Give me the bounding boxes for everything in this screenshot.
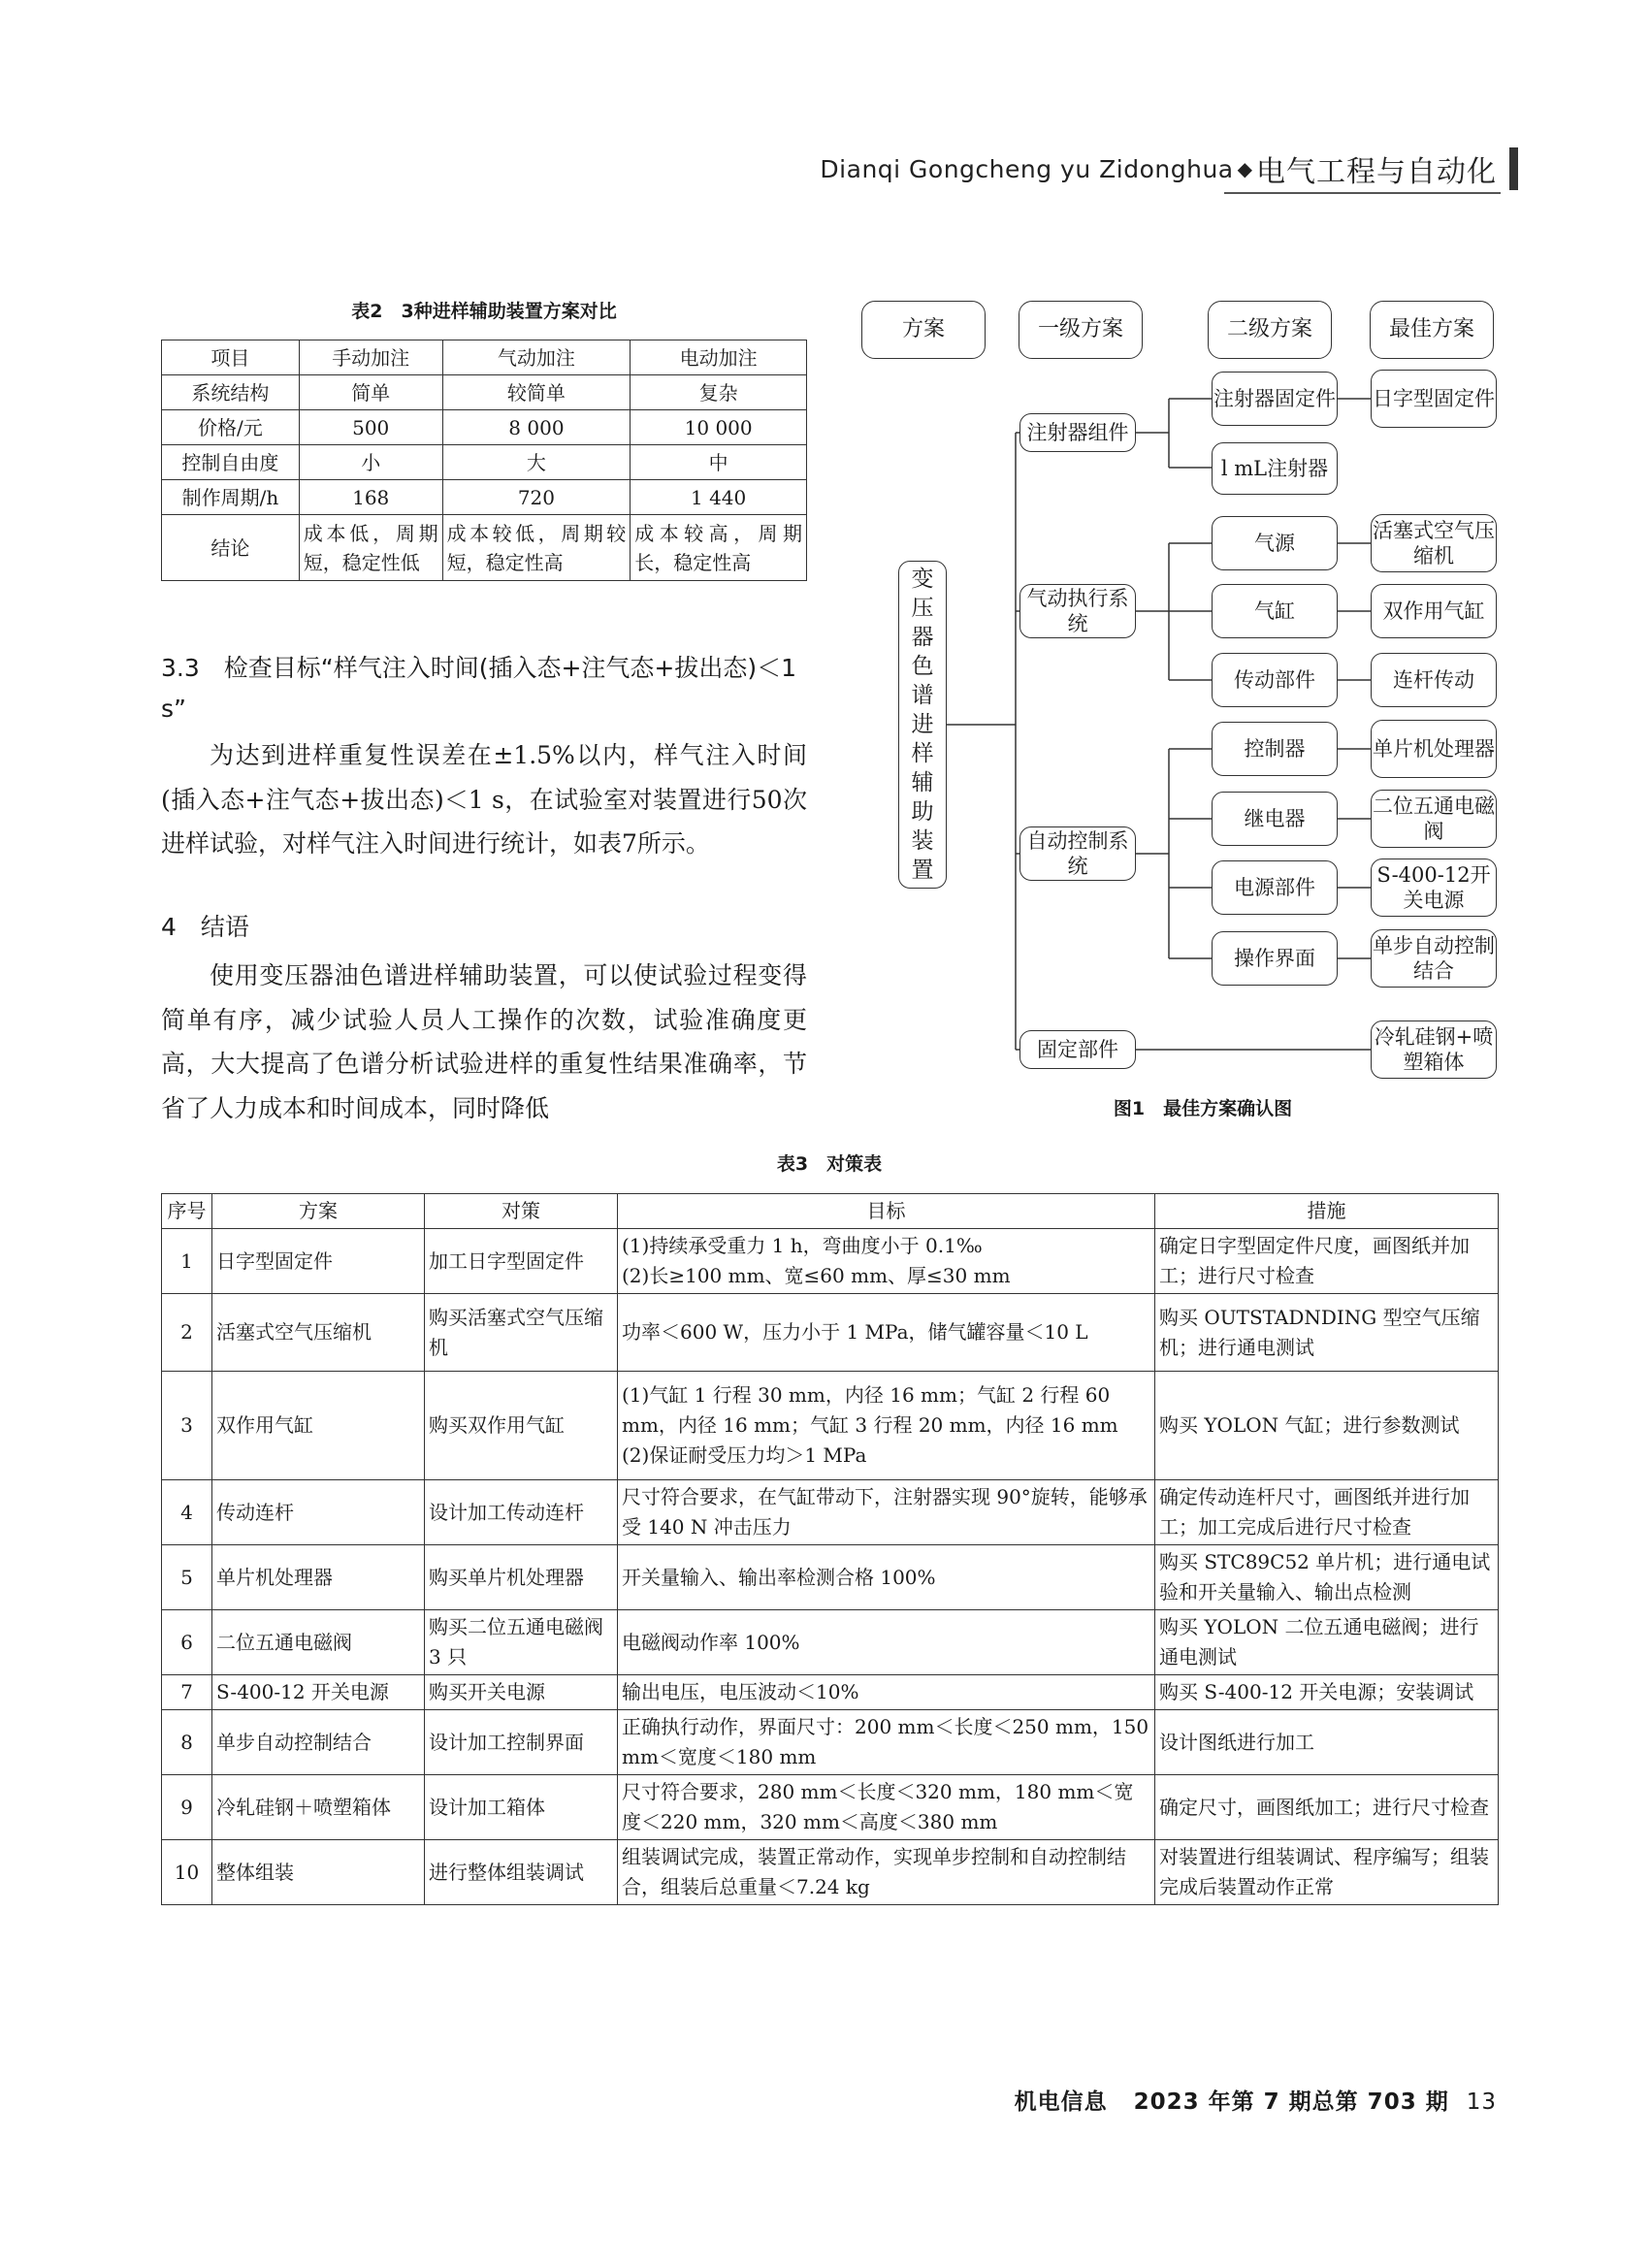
table3-cell: 购买 YOLON 气缸；进行参数测试 (1155, 1372, 1499, 1480)
table3-row (162, 1610, 1499, 1675)
table3-cell: 购买单片机处理器 (425, 1545, 618, 1610)
table2-row (162, 515, 807, 581)
table3-cell: 购买双作用气缸 (425, 1372, 618, 1480)
table3-caption: 表3 对策表 (776, 1153, 883, 1175)
paragraph-conclusion: 使用变压器油色谱进样辅助装置，可以使试验过程变得简单有序，减少试验人员人工操作的次数，试验准确度更高，大大提高了色谱分析试验进样的重复性结果准确率，节省了人力成本和时间成本，同时降低 (161, 961, 807, 1123)
table2-cell: 8 000 (442, 410, 631, 445)
table3-row (162, 1840, 1499, 1905)
table2-cell: 较简单 (442, 375, 631, 410)
table3-cell: 双作用气缸 (212, 1372, 425, 1480)
table2-cell: 气动加注 (442, 340, 631, 375)
level2-power-unit: 电源部件 (1212, 860, 1338, 915)
table3-cell: 确定尺寸，画图纸加工；进行尺寸检查 (1155, 1775, 1499, 1840)
best-steel-enclosure: 冷轧硅钢+喷塑箱体 (1371, 1021, 1497, 1079)
table3-cell: (1)气缸 1 行程 30 mm，内径 16 mm；气缸 2 行程 60 mm，内径 16 mm；气缸 3 行程 20 mm，内径 16 mm (2)保证耐受压力均＞1 MPa (618, 1372, 1155, 1480)
root-node: 变 压 器 色 谱 进 样 辅 助 装 置 (898, 561, 947, 889)
table3-row (162, 1710, 1499, 1775)
table3-cell: 5 (162, 1545, 212, 1610)
table2-cell: 价格/元 (162, 410, 300, 445)
footer-issue: 2023 年第 7 期总第 703 期 (1133, 2090, 1449, 2115)
level1-fixed-parts: 固定部件 (1019, 1030, 1136, 1069)
table3-cell: 开关量输入、输出率检测合格 100% (618, 1545, 1155, 1610)
table3-cell: 活塞式空气压缩机 (212, 1294, 425, 1372)
table3-cell: 3 (162, 1372, 212, 1480)
table2-caption: 表2 3种进样辅助装置方案对比 (351, 301, 617, 322)
table2-cell: 制作周期/h (162, 480, 300, 515)
footer-journal: 机电信息 (1014, 2090, 1108, 2115)
table3-row (162, 1545, 1499, 1610)
level2-1ml-syringe: l mL注射器 (1212, 442, 1338, 495)
table3-cell: 8 (162, 1710, 212, 1775)
table3-cell: 组装调试完成，装置正常动作，实现单步控制和自动控制结合，组装后总重量＜7.24 kg (618, 1840, 1155, 1905)
table3-row (162, 1229, 1499, 1294)
table2-row (162, 375, 807, 410)
header-rule (1224, 192, 1501, 194)
table3-cell: 购买 S-400-12 开关电源；安装调试 (1155, 1675, 1499, 1710)
table3-cell: 单步自动控制结合 (212, 1710, 425, 1775)
figure1-caption: 图1 最佳方案确认图 (1113, 1098, 1293, 1119)
level2-controller: 控制器 (1212, 722, 1338, 776)
table3-cell: 功率＜600 W，压力小于 1 MPa，储气罐容量＜10 L (618, 1294, 1155, 1372)
table3-cell: 购买 STC89C52 单片机；进行通电试验和开关量输入、输出点检测 (1155, 1545, 1499, 1610)
table2-cell: 系统结构 (162, 375, 300, 410)
table3-cell: 电磁阀动作率 100% (618, 1610, 1155, 1675)
table3-header-cell: 目标 (618, 1194, 1155, 1229)
best-frame-holder: 日字型固定件 (1371, 370, 1497, 428)
table2-row (162, 410, 807, 445)
table3-cell: 10 (162, 1840, 212, 1905)
table2-cell: 项目 (162, 340, 300, 375)
best-double-acting-cylinder: 双作用气缸 (1371, 584, 1497, 638)
level2-syringe-holder: 注射器固定件 (1212, 372, 1338, 426)
best-mcu-processor: 单片机处理器 (1371, 720, 1497, 778)
table3-header-cell: 方案 (212, 1194, 425, 1229)
table3-cell: 冷轧硅钢＋喷塑箱体 (212, 1775, 425, 1840)
best-linkage-drive: 连杆传动 (1371, 653, 1497, 707)
table3-cell: 对装置进行组装调试、程序编写；组装完成后装置动作正常 (1155, 1840, 1499, 1905)
table3-row (162, 1775, 1499, 1840)
best-single-step-auto-control: 单步自动控制结合 (1371, 929, 1497, 988)
table2-row (162, 480, 807, 515)
table2-cell: 电动加注 (631, 340, 807, 375)
journal-pinyin: Dianqi Gongcheng yu Zidonghua (820, 154, 1234, 183)
table2 (161, 340, 807, 581)
table3-row (162, 1675, 1499, 1710)
table3-cell: 单片机处理器 (212, 1545, 425, 1610)
table2-cell: 168 (299, 480, 442, 515)
table3-cell: 确定日字型固定件尺度，画图纸并加工；进行尺寸检查 (1155, 1229, 1499, 1294)
level2-cylinder: 气缸 (1212, 584, 1338, 638)
level2-air-source: 气源 (1212, 516, 1338, 570)
page-number: 13 (1466, 2090, 1497, 2115)
best-piston-compressor: 活塞式空气压缩机 (1371, 514, 1497, 572)
table3 (161, 1193, 1499, 1905)
table3-header-cell: 措施 (1155, 1194, 1499, 1229)
table3-row (162, 1480, 1499, 1545)
header-bar (1509, 147, 1518, 190)
table3-cell: 购买 OUTSTADNDING 型空气压缩机；进行通电测试 (1155, 1294, 1499, 1372)
table2-cell: 大 (442, 445, 631, 480)
table3-cell: 进行整体组装调试 (425, 1840, 618, 1905)
table3-cell: 4 (162, 1480, 212, 1545)
table3-header-cell: 对策 (425, 1194, 618, 1229)
table3-cell: 购买 YOLON 二位五通电磁阀；进行通电测试 (1155, 1610, 1499, 1675)
header-level2: 二级方案 (1208, 301, 1332, 359)
table3-row (162, 1372, 1499, 1480)
table3-cell: 尺寸符合要求，在气缸带动下，注射器实现 90°旋转，能够承受 140 N 冲击压力 (618, 1480, 1155, 1545)
table3-cell: 设计图纸进行加工 (1155, 1710, 1499, 1775)
table3-header-row (162, 1194, 1499, 1229)
table3-cell: 尺寸符合要求，280 mm＜长度＜320 mm，180 mm＜宽度＜220 mm，320 mm＜高度＜380 mm (618, 1775, 1155, 1840)
level2-operation-interface: 操作界面 (1212, 931, 1338, 986)
table3-cell: 二位五通电磁阀 (212, 1610, 425, 1675)
best-switching-power-supply: S-400-12开关电源 (1371, 859, 1497, 917)
paragraph-3-3: 为达到进样重复性误差在±1.5%以内，样气注入时间(插入态+注气态+拔出态)＜1 s，在试验室对装置进行50次进样试验，对样气注入时间进行统计，如表7所示。 (161, 741, 807, 859)
journal-title: 电气工程与自动化 (1256, 155, 1497, 189)
level1-auto-control-system: 自动控制系统 (1019, 826, 1136, 881)
table3-cell: 9 (162, 1775, 212, 1840)
table3-cell: 1 (162, 1229, 212, 1294)
table2-header-row (162, 340, 807, 375)
table3-cell: 正确执行动作，界面尺寸：200 mm＜长度＜250 mm，150 mm＜宽度＜180 mm (618, 1710, 1155, 1775)
table3-row (162, 1294, 1499, 1372)
table3-cell: S-400-12 开关电源 (212, 1675, 425, 1710)
table3-cell: 购买二位五通电磁阀 3 只 (425, 1610, 618, 1675)
table3-cell: 传动连杆 (212, 1480, 425, 1545)
table3-cell: 加工日字型固定件 (425, 1229, 618, 1294)
table2-cell: 中 (631, 445, 807, 480)
table3-cell: 整体组装 (212, 1840, 425, 1905)
table3-cell: 2 (162, 1294, 212, 1372)
table3-cell: 购买开关电源 (425, 1675, 618, 1710)
table2-cell: 成本低，周期短，稳定性低 (299, 515, 442, 581)
table3-header-cell: 序号 (162, 1194, 212, 1229)
table3-cell: 设计加工箱体 (425, 1775, 618, 1840)
table2-cell: 成本较高，周期长，稳定性高 (631, 515, 807, 581)
table2-cell: 手动加注 (299, 340, 442, 375)
table3-cell: 6 (162, 1610, 212, 1675)
table2-cell: 500 (299, 410, 442, 445)
diamond-separator-icon: ◆ (1237, 157, 1252, 180)
header-scheme: 方案 (861, 301, 986, 359)
header-level1: 一级方案 (1019, 301, 1143, 359)
level1-pneumatic-system: 气动执行系统 (1019, 584, 1136, 638)
table3-cell: 确定传动连杆尺寸，画图纸并进行加工；加工完成后进行尺寸检查 (1155, 1480, 1499, 1545)
table2-cell: 复杂 (631, 375, 807, 410)
table2-cell: 成本较低，周期较短，稳定性高 (442, 515, 631, 581)
level2-transmission: 传动部件 (1212, 653, 1338, 707)
table2-cell: 结论 (162, 515, 300, 581)
table2-cell: 1 440 (631, 480, 807, 515)
table3-cell: 购买活塞式空气压缩机 (425, 1294, 618, 1372)
section-4-heading: 4 结语 (161, 913, 249, 941)
figure1-diagram (854, 291, 1513, 1086)
table3-cell: 7 (162, 1675, 212, 1710)
table2-cell: 720 (442, 480, 631, 515)
table2-cell: 控制自由度 (162, 445, 300, 480)
page-footer (1015, 2084, 1497, 2116)
table3-cell: 输出电压，电压波动＜10% (618, 1675, 1155, 1710)
table3-cell: 设计加工传动连杆 (425, 1480, 618, 1545)
table2-row (162, 445, 807, 480)
header-best: 最佳方案 (1370, 301, 1494, 359)
table3-cell: (1)持续承受重力 1 h，弯曲度小于 0.1‰ (2)长≥100 mm、宽≤60 mm、厚≤30 mm (618, 1229, 1155, 1294)
level1-syringe-assembly: 注射器组件 (1019, 413, 1136, 452)
table3-cell: 设计加工控制界面 (425, 1710, 618, 1775)
section-3-3-heading: 3.3 检查目标“样气注入时间(插入态+注气态+拔出态)＜1 s” (161, 654, 797, 723)
table2-cell: 小 (299, 445, 442, 480)
table2-cell: 简单 (299, 375, 442, 410)
table3-cell: 日字型固定件 (212, 1229, 425, 1294)
best-solenoid-valve: 二位五通电磁阀 (1371, 790, 1497, 848)
table2-cell: 10 000 (631, 410, 807, 445)
running-head (820, 147, 1497, 190)
level2-relay: 继电器 (1212, 792, 1338, 846)
